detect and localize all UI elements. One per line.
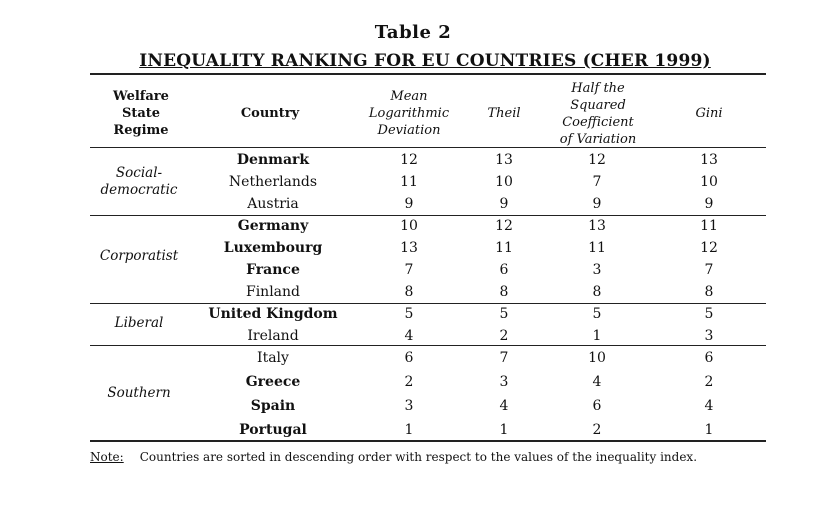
mld-cell: 7: [404, 262, 414, 278]
theil-cell: 10: [495, 174, 513, 190]
theil-cell: 7: [499, 350, 509, 366]
country-cell: Netherlands: [228, 174, 318, 190]
mld-cell: 10: [400, 218, 418, 234]
table-row: [0, 262, 826, 284]
theil-cell: 6: [499, 262, 509, 278]
country-cell: Germany: [237, 218, 309, 234]
gini-cell: 3: [704, 328, 714, 344]
theil-cell: 2: [499, 328, 509, 344]
country-cell: Austria: [247, 196, 299, 212]
mld-cell: 4: [404, 328, 414, 344]
halfcv-cell: 8: [592, 284, 602, 300]
regime-label: Liberal: [114, 315, 164, 331]
mld-cell: 6: [404, 350, 414, 366]
country-cell: United Kingdom: [208, 306, 338, 322]
theil-cell: 1: [499, 422, 509, 438]
header-gini: Gini: [695, 106, 723, 121]
table-row: [0, 306, 826, 328]
gini-cell: 6: [704, 350, 714, 366]
table-row: [0, 174, 826, 196]
table-row: [0, 240, 826, 262]
header-mld: Mean Logarithmic Deviation: [368, 89, 450, 138]
gini-cell: 4: [704, 398, 714, 414]
country-cell: Luxembourg: [223, 240, 323, 256]
bottom-rule: [90, 440, 766, 442]
regime-label: Southern: [107, 385, 171, 401]
mld-cell: 11: [400, 174, 418, 190]
note-text: Countries are sorted in descending order with respect to the values of the inequality index.: [139, 450, 698, 464]
regime-label: Corporatist: [99, 248, 179, 264]
gini-cell: 8: [704, 284, 714, 300]
group-rule: [90, 345, 766, 346]
gini-cell: 5: [704, 306, 714, 322]
table-title: Table 2: [374, 22, 452, 43]
mld-cell: 3: [404, 398, 414, 414]
gini-cell: 13: [700, 152, 718, 168]
mld-cell: 12: [400, 152, 418, 168]
theil-cell: 8: [499, 284, 509, 300]
theil-cell: 4: [499, 398, 509, 414]
mld-cell: 5: [404, 306, 414, 322]
table-row: [0, 398, 826, 420]
mld-cell: 9: [404, 196, 414, 212]
group-rule: [90, 215, 766, 216]
note-label: Note:: [90, 450, 124, 464]
halfcv-cell: 4: [592, 374, 602, 390]
header-theil: Theil: [487, 106, 521, 121]
halfcv-cell: 10: [588, 350, 606, 366]
country-cell: Ireland: [247, 328, 299, 344]
country-cell: France: [246, 262, 300, 278]
theil-cell: 5: [499, 306, 509, 322]
table-row: [0, 350, 826, 372]
header-halfcv: Half the Squared Coefficient of Variation: [559, 81, 637, 147]
halfcv-cell: 11: [588, 240, 606, 256]
theil-cell: 3: [499, 374, 509, 390]
header-rule: [90, 147, 766, 148]
table-row: [0, 374, 826, 396]
theil-cell: 11: [495, 240, 513, 256]
country-cell: Italy: [257, 350, 289, 366]
gini-cell: 11: [700, 218, 718, 234]
header-country: Country: [240, 106, 300, 121]
halfcv-cell: 12: [588, 152, 606, 168]
gini-cell: 1: [704, 422, 714, 438]
halfcv-cell: 2: [592, 422, 602, 438]
halfcv-cell: 6: [592, 398, 602, 414]
subtitle-rule: [90, 73, 766, 75]
country-cell: Portugal: [239, 422, 307, 438]
halfcv-cell: 13: [588, 218, 606, 234]
table-row: [0, 218, 826, 240]
halfcv-cell: 7: [592, 174, 602, 190]
table-subtitle: INEQUALITY RANKING FOR EU COUNTRIES (CHER 1999): [139, 51, 711, 71]
header-regime: Welfare State Regime: [113, 89, 169, 138]
mld-cell: 2: [404, 374, 414, 390]
gini-cell: 12: [700, 240, 718, 256]
country-cell: Spain: [250, 398, 296, 414]
mld-cell: 1: [404, 422, 414, 438]
mld-cell: 8: [404, 284, 414, 300]
table-row: [0, 152, 826, 174]
theil-cell: 13: [495, 152, 513, 168]
gini-cell: 9: [704, 196, 714, 212]
group-rule: [90, 303, 766, 304]
halfcv-cell: 1: [592, 328, 602, 344]
country-cell: Finland: [245, 284, 300, 300]
country-cell: Denmark: [236, 152, 310, 168]
country-cell: Greece: [245, 374, 301, 390]
regime-label: Social- democratic: [100, 165, 178, 198]
table-row: [0, 328, 826, 350]
theil-cell: 9: [499, 196, 509, 212]
halfcv-cell: 3: [592, 262, 602, 278]
theil-cell: 12: [495, 218, 513, 234]
gini-cell: 7: [704, 262, 714, 278]
gini-cell: 10: [700, 174, 718, 190]
halfcv-cell: 9: [592, 196, 602, 212]
gini-cell: 2: [704, 374, 714, 390]
table-note: [90, 450, 766, 464]
halfcv-cell: 5: [592, 306, 602, 322]
mld-cell: 13: [400, 240, 418, 256]
